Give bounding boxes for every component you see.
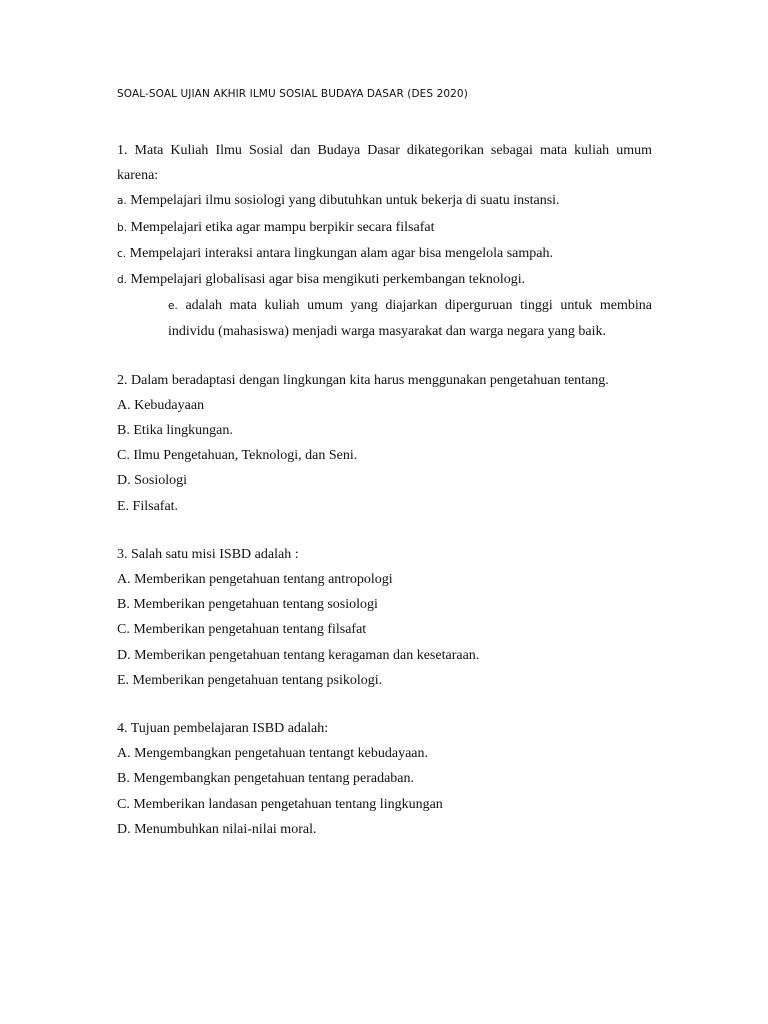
question-2 [117, 368, 652, 519]
answer-option-c: C. Memberikan landasan pengetahuan tentang lingkungan [117, 796, 443, 812]
answer-option-a [117, 188, 652, 214]
answer-option-b [117, 215, 652, 241]
option-text: Mempelajari interaksi antara lingkungan alam agar bisa mengelola sampah. [126, 245, 553, 261]
question-1 [117, 138, 652, 345]
option-text: adalah mata kuliah umum yang diajarkan diperguruan tinggi untuk membina individu (mahasiswa) menjadi warga masyarakat dan warga negara yang baik. [168, 298, 652, 340]
option-letter: d. [117, 274, 128, 287]
option-letter: c. [117, 247, 127, 260]
answer-option-a: A. Kebudayaan [117, 397, 205, 413]
question-stem: 2. Dalam beradaptasi dengan lingkungan kita harus menggunakan pengetahuan tentang. [117, 372, 609, 388]
answer-option-b: B. Etika lingkungan. [117, 423, 233, 439]
option-text: Mempelajari ilmu sosiologi yang dibutuhkan untuk bekerja di suatu instansi. [126, 193, 560, 209]
answer-option-c: C. Memberikan pengetahuan tentang filsafat [117, 622, 367, 638]
question-4 [117, 716, 652, 842]
option-text: Mempelajari etika agar mampu berpikir secara filsafat [127, 219, 435, 235]
answer-option-e: E. Filsafat. [117, 498, 179, 514]
document-body [117, 138, 652, 842]
answer-option-d: D. Menumbuhkan nilai-nilai moral. [117, 821, 317, 837]
option-text: Mempelajari globalisasi agar bisa mengikuti perkembangan teknologi. [127, 272, 526, 288]
answer-option-b: B. Mengembangkan pengetahuan tentang peradaban. [117, 771, 415, 787]
spacer [117, 519, 652, 542]
answer-option-a: A. Mengembangkan pengetahuan tentangt kebudayaan. [117, 746, 429, 762]
option-letter: b. [117, 221, 128, 234]
answer-option-c: C. Ilmu Pengetahuan, Teknologi, dan Seni. [117, 448, 358, 464]
answer-option-e: E. Memberikan pengetahuan tentang psikologi. [117, 672, 383, 688]
document-title: SOAL-SOAL UJIAN AKHIR ILMU SOSIAL BUDAYA DASAR (DES 2020) [117, 88, 468, 100]
answer-option-d: D. Memberikan pengetahuan tentang keragaman dan kesetaraan. [117, 647, 480, 663]
question-stem: 1. Mata Kuliah Ilmu Sosial dan Budaya Dasar dikategorikan sebagai mata kuliah umum karena: [117, 143, 652, 184]
spacer [117, 345, 652, 368]
answer-option-a: A. Memberikan pengetahuan tentang antropologi [117, 572, 393, 588]
answer-option-b: B. Memberikan pengetahuan tentang sosiologi [117, 597, 378, 613]
question-stem: 3. Salah satu misi ISBD adalah : [117, 546, 299, 562]
answer-option-e [117, 293, 652, 344]
question-3 [117, 542, 652, 693]
option-letter: a. [117, 195, 127, 208]
answer-option-d: D. Sosiologi [117, 473, 188, 489]
answer-option-d [117, 267, 652, 293]
answer-option-c [117, 241, 652, 267]
option-letter: e. [168, 300, 178, 313]
question-stem: 4. Tujuan pembelajaran ISBD adalah: [117, 721, 329, 737]
spacer [117, 693, 652, 716]
